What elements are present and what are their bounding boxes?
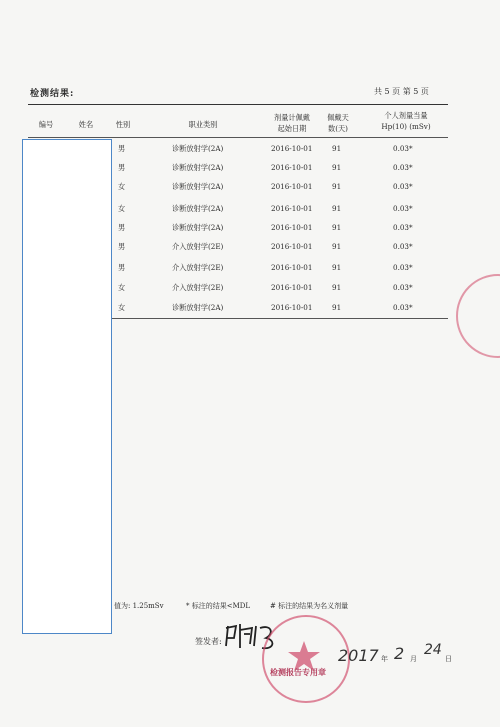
date-month: 2 (394, 644, 405, 663)
start-date-cell: 2016-10-01 (271, 223, 313, 232)
start-date-cell: 2016-10-01 (271, 163, 313, 172)
signer-label: 签发者: (195, 637, 222, 646)
days-cell: 91 (332, 242, 342, 251)
gender-cell: 男 (118, 223, 126, 232)
dose-cell: 0.03* (393, 242, 413, 251)
dose-cell: 0.03* (393, 182, 413, 191)
year-suffix: 年 (381, 655, 388, 663)
dose-limit-note: 值为: 1.25mSv (114, 602, 164, 610)
category-cell: 诊断放射学(2A) (172, 163, 224, 172)
nominal-dose-note: # 标注的结果为名义剂量 (270, 602, 349, 610)
gender-cell: 女 (118, 204, 126, 213)
column-header-dose: 个人剂量当量 Hp(10) (mSv) (381, 111, 431, 131)
start-date-cell: 2016-10-01 (271, 283, 313, 292)
gender-cell: 男 (118, 263, 126, 272)
side-seal (456, 274, 500, 358)
category-cell: 诊断放射学(2A) (172, 144, 224, 153)
gender-cell: 女 (118, 283, 126, 292)
gender-cell: 女 (118, 303, 126, 312)
category-cell: 介入放射学(2E) (172, 242, 224, 251)
category-cell: 诊断放射学(2A) (172, 204, 224, 213)
start-date-cell: 2016-10-01 (271, 182, 313, 191)
dose-cell: 0.03* (393, 144, 413, 153)
start-date-cell: 2016-10-01 (271, 144, 313, 153)
column-header-gender: 性别 (115, 120, 131, 129)
date-day: 24 (424, 642, 442, 658)
category-cell: 诊断放射学(2A) (172, 303, 224, 312)
section-title: 检测结果: (30, 89, 75, 99)
dose-cell: 0.03* (393, 223, 413, 232)
start-date-cell: 2016-10-01 (271, 242, 313, 251)
column-header-name: 姓名 (78, 120, 94, 129)
days-cell: 91 (332, 223, 342, 232)
start-date-cell: 2016-10-01 (271, 303, 313, 312)
days-cell: 91 (332, 303, 342, 312)
dose-cell: 0.03* (393, 204, 413, 213)
gender-cell: 女 (118, 182, 126, 191)
dose-cell: 0.03* (393, 303, 413, 312)
days-cell: 91 (332, 182, 342, 191)
dose-cell: 0.03* (393, 263, 413, 272)
table-header-rule (28, 137, 448, 138)
gender-cell: 男 (118, 163, 126, 172)
days-cell: 91 (332, 163, 342, 172)
page-indicator: 共 5 页 第 5 页 (374, 87, 429, 96)
gender-cell: 男 (118, 242, 126, 251)
mdl-note: * 标注的结果<MDL (186, 602, 251, 610)
table-top-rule (28, 104, 448, 105)
column-header-start-date: 剂量计佩戴 起始日期 (274, 113, 310, 133)
start-date-cell: 2016-10-01 (271, 263, 313, 272)
gender-cell: 男 (118, 144, 126, 153)
days-cell: 91 (332, 204, 342, 213)
days-cell: 91 (332, 283, 342, 292)
dose-cell: 0.03* (393, 283, 413, 292)
category-cell: 诊断放射学(2A) (172, 223, 224, 232)
column-header-category: 职业类别 (188, 120, 218, 129)
seal-text: 检测报告专用章 (270, 667, 326, 677)
star-icon (262, 615, 346, 699)
start-date-cell: 2016-10-01 (271, 204, 313, 213)
redaction-box (22, 139, 112, 634)
official-seal (262, 615, 350, 703)
days-cell: 91 (332, 144, 342, 153)
column-header-id: 编号 (38, 120, 54, 129)
column-header-days: 佩戴天 数(天) (327, 113, 349, 133)
date-year: 2017 (338, 646, 379, 665)
category-cell: 介入放射学(2E) (172, 283, 224, 292)
month-suffix: 月 (410, 655, 417, 663)
category-cell: 诊断放射学(2A) (172, 182, 224, 191)
days-cell: 91 (332, 263, 342, 272)
category-cell: 介入放射学(2E) (172, 263, 224, 272)
dose-cell: 0.03* (393, 163, 413, 172)
day-suffix: 日 (445, 655, 452, 663)
